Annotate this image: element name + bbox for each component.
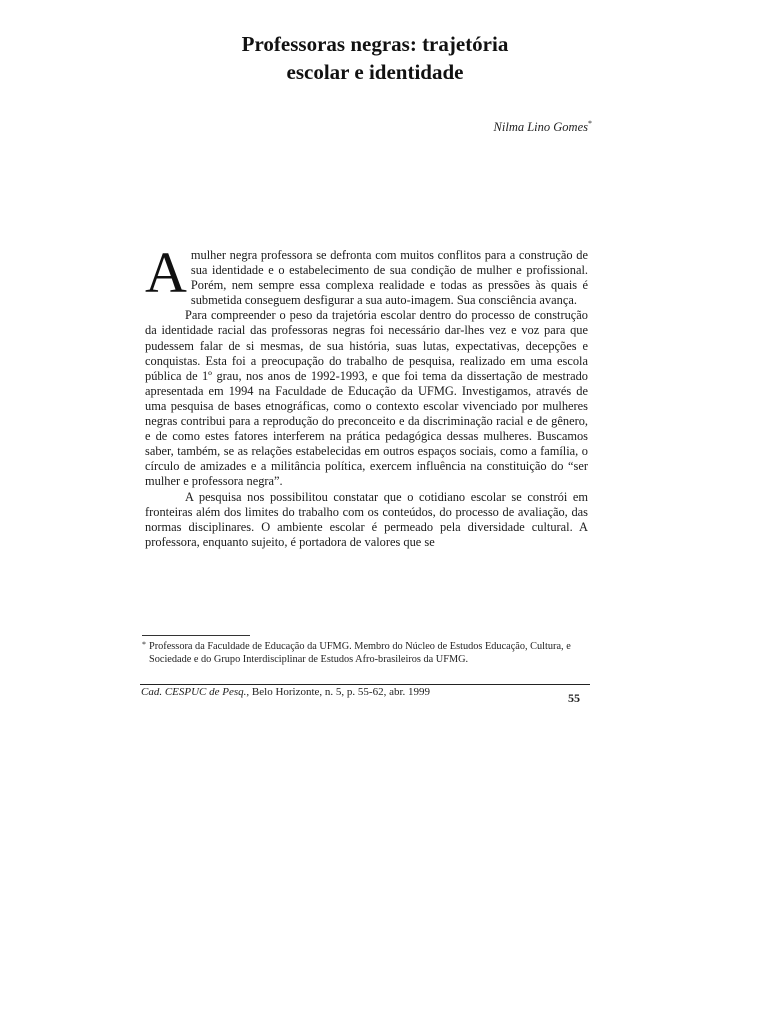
- page-number: 55: [568, 691, 580, 705]
- paragraph-1-text: mulher negra professora se defronta com muitos conflitos para a construção de sua identidade e o estabelecimento de sua condição de mulher e profissional. Porém, nem sempre essa complexa realidade e todas as pressões às quais é submetida conseguem desfigurar a sua auto-imagem. Sua consciência avança.: [190, 248, 588, 308]
- author-name-text: Nilma Lino Gomes: [493, 120, 588, 135]
- paragraph-1: [145, 240, 588, 308]
- footnote-text: Professora da Faculdade de Educação da UFMG. Membro do Núcleo de Estudos Educação, Cultura, e Sociedade e do Grupo Interdisciplinar de Estudos Afro-brasileiros da UFMG.: [149, 641, 571, 665]
- footnote-divider: [142, 635, 250, 636]
- paragraph-2: Para compreender o peso da trajetória escolar dentro do processo de construção da identidade racial das professoras negras foi necessário dar-lhes vez e voz para que pudessem falar de si mesmas, de sua história, suas lutas, expectativas, decepções e conquistas. Esta foi a preocupação do trabalho de pesquisa, realizado em uma escola pública de 1º grau, nos anos de 1992-1993, e que foi tema da dissertação de mestrado apresentada em 1994 na Faculdade de Educação da UFMG. Investigamos, através de uma pesquisa de bases etnográficas, como o contexto escolar vivenciado por mulheres negras contribui para a reprodução do preconceito e da discriminação racial e de gênero, e de como estes fatores interferem na prática pedagógica dessas mulheres. Buscamos saber, também, se as relações estabelecidas em outros espaços sociais, como a família, o círculo de amizades e a militância política, exercem influência na constituição do “ser mulher e professora negra”.: [145, 308, 588, 489]
- footnote-marker: *: [142, 640, 146, 649]
- paragraph-3: A pesquisa nos possibilitou constatar que o cotidiano escolar se constrói em fronteiras além dos limites do trabalho com os conteúdos, do processo de avaliação, das normas disciplinares. O ambiente escolar é permeado pela diversidade cultural. A professora, enquanto sujeito, é portadora de valores que se: [145, 489, 588, 549]
- footer-divider: [140, 684, 590, 685]
- citation-details: , Belo Horizonte, n. 5, p. 55-62, abr. 1999: [246, 686, 431, 698]
- article-title: [140, 30, 610, 86]
- footnote: [142, 640, 588, 666]
- author-name: [494, 119, 592, 135]
- journal-citation: [141, 686, 430, 698]
- article-body: [145, 240, 588, 550]
- title-line-2: escolar e identidade: [286, 60, 464, 84]
- title-line-1: Professoras negras: trajetória: [241, 32, 509, 56]
- journal-name: Cad. CESPUC de Pesq.: [141, 686, 247, 698]
- drop-cap: A: [145, 240, 187, 305]
- author-footnote-marker: *: [588, 119, 592, 128]
